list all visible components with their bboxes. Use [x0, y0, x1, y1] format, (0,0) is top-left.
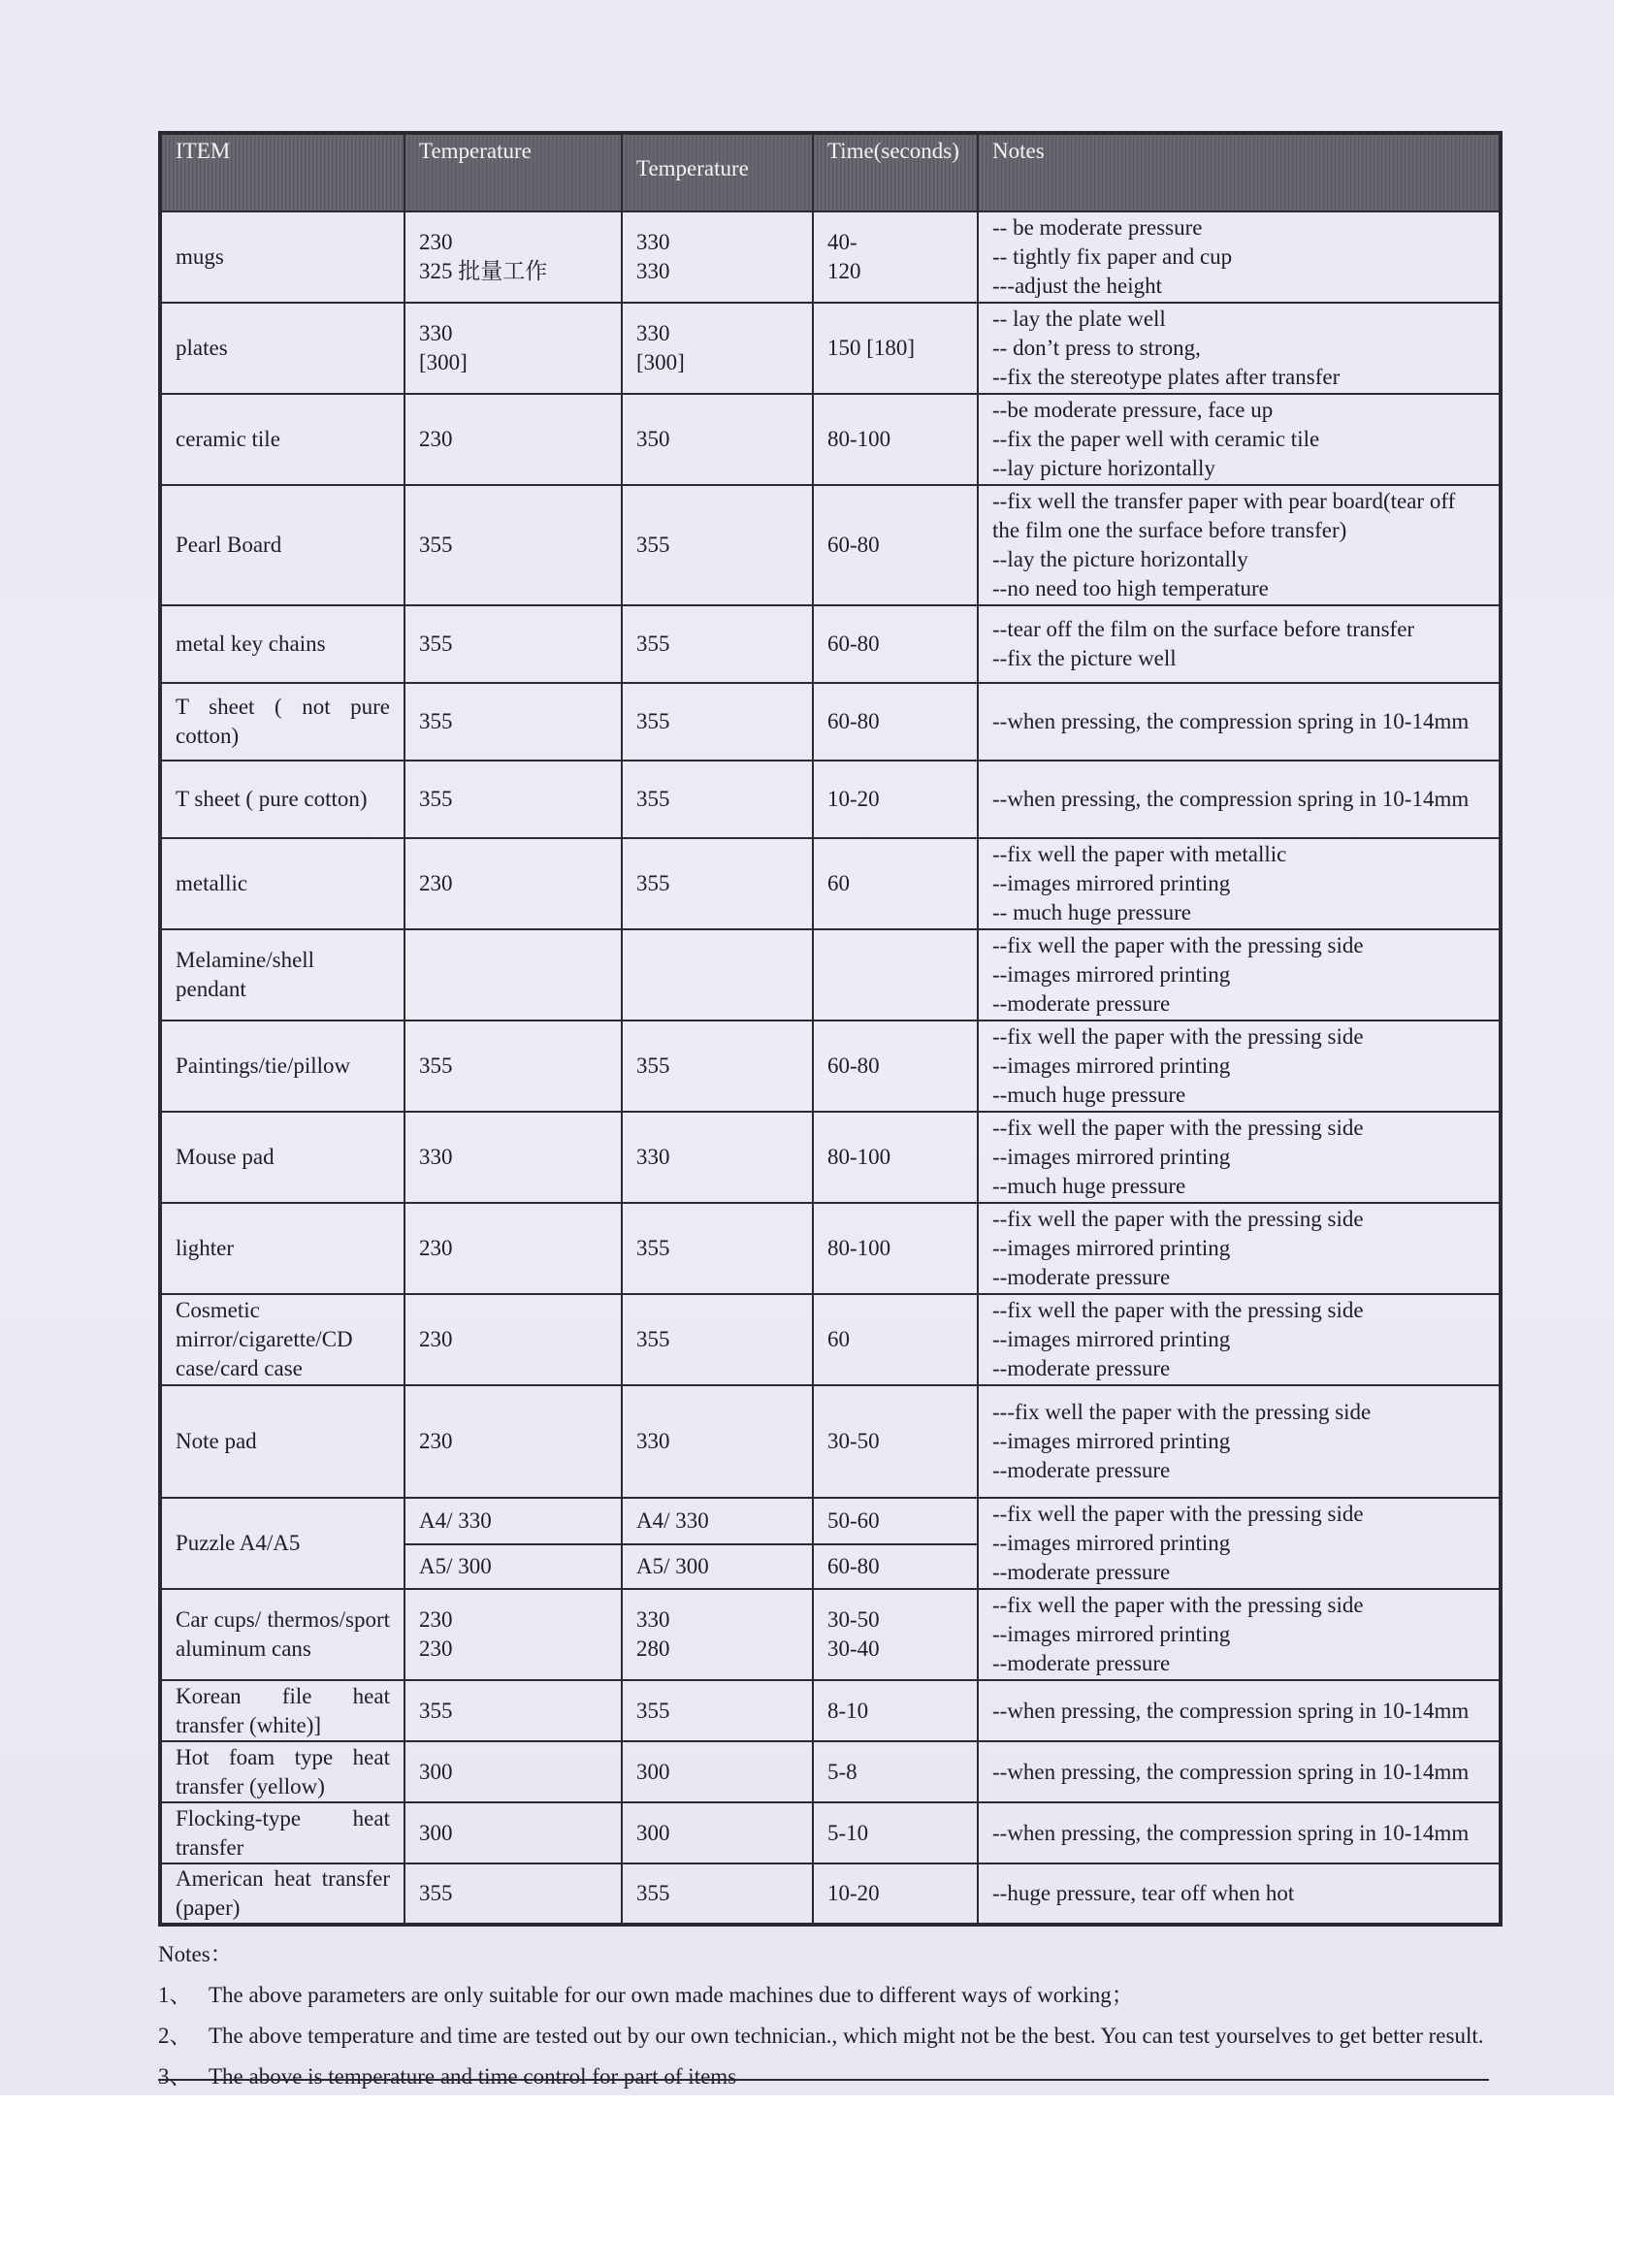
temperature-1-cell-line: 355 — [419, 1881, 453, 1905]
temperature-2-cell-line: 355 — [636, 1053, 670, 1078]
time-cell-line: 80-100 — [827, 1236, 891, 1260]
notes-cell — [978, 929, 1501, 1021]
temperature-1-cell-line: 230 — [419, 230, 453, 254]
notes-cell — [978, 761, 1501, 838]
time-cell-line: 60-80 — [827, 709, 880, 733]
table-row — [160, 1680, 1501, 1741]
time-cell — [813, 1544, 978, 1589]
time-cell — [813, 761, 978, 838]
temperature-2-cell — [622, 1021, 813, 1112]
temperature-2-cell-line: [300] — [636, 350, 685, 374]
notes-cell-line: -- tightly fix paper and cup — [992, 244, 1233, 269]
temperature-1-cell-line: 230 — [419, 1327, 453, 1351]
item-cell: mugs — [160, 211, 404, 303]
footnote-text: The above is temperature and time control for part of items — [209, 2064, 737, 2089]
time-cell-line: 10-20 — [827, 787, 880, 811]
temperature-1-cell-line: 355 — [419, 1053, 453, 1078]
time-cell — [813, 1863, 978, 1925]
notes-cell-line: --fix well the transfer paper with pear board(tear off the film one the surface before transfer) — [992, 489, 1456, 542]
notes-cell-line: --when pressing, the compression spring in 10-14mm — [992, 1820, 1470, 1845]
temperature-1-cell-line: 230 — [419, 871, 453, 895]
notes-cell-line: --images mirrored printing — [992, 1236, 1231, 1260]
notes-cell-line: --moderate pressure — [992, 1560, 1171, 1584]
temperature-2-cell — [622, 838, 813, 929]
temperature-1-cell-line: A4/ 330 — [419, 1508, 492, 1533]
temperature-2-cell-line: 355 — [636, 1327, 670, 1351]
notes-cell-line: --fix well the paper with the pressing side — [992, 1502, 1364, 1526]
notes-cell-line: --moderate pressure — [992, 1651, 1171, 1675]
time-cell-line: 80-100 — [827, 1145, 891, 1169]
table-row — [160, 1589, 1501, 1680]
notes-cell — [978, 1589, 1501, 1680]
time-cell-line: 30-50 — [827, 1607, 880, 1632]
time-cell — [813, 1498, 978, 1544]
table-row — [160, 929, 1501, 1021]
table-row — [160, 303, 1501, 394]
item-cell: Paintings/tie/pillow — [160, 1021, 404, 1112]
temperature-1-cell — [404, 1021, 622, 1112]
header-temperature-2: Temperature — [622, 133, 813, 211]
temperature-1-cell-line: 355 — [419, 632, 453, 656]
time-cell — [813, 485, 978, 605]
item-cell: lighter — [160, 1203, 404, 1294]
notes-cell-line: --huge pressure, tear off when hot — [992, 1881, 1295, 1905]
notes-cell — [978, 485, 1501, 605]
time-cell-line: 40- — [827, 230, 857, 254]
item-cell: Note pad — [160, 1385, 404, 1498]
temperature-2-cell — [622, 929, 813, 1021]
item-cell: metallic — [160, 838, 404, 929]
temperature-2-cell — [622, 1385, 813, 1498]
notes-cell-line: --images mirrored printing — [992, 871, 1231, 895]
notes-cell-line: --fix well the paper with metallic — [992, 842, 1287, 866]
temperature-1-cell-line: 230 — [419, 1236, 453, 1260]
temperature-1-cell-line: 355 — [419, 709, 453, 733]
temperature-2-cell — [622, 485, 813, 605]
temperature-1-cell-line: 300 — [419, 1759, 453, 1784]
notes-cell-line: --moderate pressure — [992, 1265, 1171, 1289]
temperature-2-cell-line: 300 — [636, 1820, 670, 1845]
notes-cell-line: --much huge pressure — [992, 1174, 1186, 1198]
notes-cell-line: --fix well the paper with the pressing side — [992, 1298, 1364, 1322]
notes-cell — [978, 1021, 1501, 1112]
time-cell-line: 60-80 — [827, 1554, 880, 1578]
time-cell-line: 5-10 — [827, 1820, 869, 1845]
table-header-row — [160, 133, 1501, 211]
notes-cell — [978, 303, 1501, 394]
table-row — [160, 1498, 1501, 1544]
notes-cell-line: --fix the stereotype plates after transfer — [992, 365, 1341, 389]
temperature-1-cell — [404, 1385, 622, 1498]
temperature-2-cell — [622, 1112, 813, 1203]
notes-cell — [978, 605, 1501, 683]
temperature-1-cell-line: 300 — [419, 1820, 453, 1845]
temperature-1-cell-line: 325 批量工作 — [419, 259, 548, 283]
footnotes-heading: Notes： — [158, 1942, 233, 1966]
notes-cell-line: --images mirrored printing — [992, 1531, 1231, 1555]
notes-cell-line: -- be moderate pressure — [992, 215, 1203, 240]
temperature-2-cell-line: 355 — [636, 871, 670, 895]
item-cell: Puzzle A4/A5 — [160, 1498, 404, 1589]
notes-cell-line: --fix well the paper with the pressing side — [992, 933, 1364, 957]
footnote-text: The above parameters are only suitable for our own made machines due to different ways of working； — [209, 1983, 1134, 2007]
temperature-2-cell-line: A4/ 330 — [636, 1508, 709, 1533]
footnote-number: 1、 — [158, 1983, 192, 2007]
item-cell: Car cups/ thermos/sport aluminum cans — [160, 1589, 404, 1680]
notes-cell-line: --fix well the paper with the pressing side — [992, 1024, 1364, 1049]
time-cell-line: 5-8 — [827, 1759, 857, 1784]
temperature-2-cell-line: 355 — [636, 533, 670, 557]
temperature-2-cell — [622, 1589, 813, 1680]
notes-cell-line: --fix well the paper with the pressing side — [992, 1593, 1364, 1617]
notes-cell — [978, 683, 1501, 761]
footnote-number: 3、 — [158, 2064, 192, 2089]
table-row — [160, 838, 1501, 929]
time-cell — [813, 1385, 978, 1498]
footnotes — [158, 1934, 1499, 2097]
footnote-item — [158, 1975, 1499, 2016]
notes-cell-line: --images mirrored printing — [992, 962, 1231, 987]
item-cell: Pearl Board — [160, 485, 404, 605]
notes-cell-line: --much huge pressure — [992, 1083, 1186, 1107]
footnote-text: The above temperature and time are tested out by our own technician., which might not be the best. You can test yourselves to get better result. — [209, 2024, 1484, 2048]
notes-cell-line: -- much huge pressure — [992, 900, 1192, 924]
document-sheet — [158, 131, 1499, 2097]
temperature-2-cell-line: 355 — [636, 787, 670, 811]
notes-cell — [978, 1498, 1501, 1589]
temperature-1-cell — [404, 1741, 622, 1802]
notes-cell — [978, 1741, 1501, 1802]
table-row — [160, 683, 1501, 761]
notes-cell-line: --when pressing, the compression spring in 10-14mm — [992, 787, 1470, 811]
time-cell — [813, 683, 978, 761]
temperature-2-cell — [622, 1544, 813, 1589]
bottom-rule — [158, 2079, 1489, 2081]
notes-cell-line: --images mirrored printing — [992, 1053, 1231, 1078]
item-cell: Mouse pad — [160, 1112, 404, 1203]
header-temperature-1: Temperature — [404, 133, 622, 211]
temperature-2-cell — [622, 303, 813, 394]
table-row — [160, 1741, 1501, 1802]
item-cell: ceramic tile — [160, 394, 404, 485]
time-cell — [813, 211, 978, 303]
time-cell-line: 150 [180] — [827, 336, 916, 360]
table-row — [160, 1385, 1501, 1498]
temperature-2-cell-line: 355 — [636, 1698, 670, 1723]
table-row — [160, 211, 1501, 303]
temperature-1-cell-line: 330 — [419, 321, 453, 345]
notes-cell-line: --when pressing, the compression spring in 10-14mm — [992, 1698, 1470, 1723]
temperature-2-cell-line: 355 — [636, 1881, 670, 1905]
temperature-1-cell — [404, 605, 622, 683]
notes-cell — [978, 1680, 1501, 1741]
item-cell: T sheet ( pure cotton) — [160, 761, 404, 838]
table-row — [160, 1021, 1501, 1112]
notes-cell-line: --images mirrored printing — [992, 1327, 1231, 1351]
time-cell — [813, 1112, 978, 1203]
time-cell — [813, 1802, 978, 1863]
notes-cell — [978, 211, 1501, 303]
notes-cell — [978, 1802, 1501, 1863]
notes-cell-line: ---adjust the height — [992, 274, 1163, 298]
temperature-1-cell-line: 230 — [419, 427, 453, 451]
item-cell: Flocking-type heat transfer — [160, 1802, 404, 1863]
temperature-2-cell-line: A5/ 300 — [636, 1554, 709, 1578]
temperature-1-cell — [404, 1680, 622, 1741]
temperature-2-cell-line: 280 — [636, 1636, 670, 1661]
table-row — [160, 394, 1501, 485]
temperature-1-cell-line: A5/ 300 — [419, 1554, 492, 1578]
notes-cell-line: --when pressing, the compression spring in 10-14mm — [992, 1759, 1470, 1784]
notes-cell — [978, 1112, 1501, 1203]
temperature-1-cell-line: 355 — [419, 1698, 453, 1723]
notes-cell-line: --tear off the film on the surface before transfer — [992, 617, 1415, 641]
temperature-2-cell-line: 330 — [636, 230, 670, 254]
notes-cell-line: --when pressing, the compression spring in 10-14mm — [992, 709, 1470, 733]
time-cell — [813, 1021, 978, 1112]
notes-cell-line: --no need too high temperature — [992, 576, 1269, 600]
notes-cell-line: -- don’t press to strong, — [992, 336, 1201, 360]
item-cell: metal key chains — [160, 605, 404, 683]
temperature-2-cell-line: 300 — [636, 1759, 670, 1784]
temperature-1-cell — [404, 1863, 622, 1925]
time-cell-line: 10-20 — [827, 1881, 880, 1905]
temperature-2-cell — [622, 1294, 813, 1385]
temperature-2-cell-line: 355 — [636, 709, 670, 733]
temperature-1-cell — [404, 838, 622, 929]
table-row — [160, 1863, 1501, 1925]
temperature-1-cell — [404, 1802, 622, 1863]
temperature-1-cell-line: 355 — [419, 787, 453, 811]
temperature-2-cell — [622, 394, 813, 485]
time-cell — [813, 1203, 978, 1294]
temperature-1-cell-line: 230 — [419, 1636, 453, 1661]
temperature-2-cell — [622, 211, 813, 303]
table-row — [160, 1203, 1501, 1294]
temperature-2-cell — [622, 1203, 813, 1294]
temperature-1-cell — [404, 303, 622, 394]
time-cell-line: 50-60 — [827, 1508, 880, 1533]
temperature-1-cell — [404, 683, 622, 761]
notes-cell-line: --lay the picture horizontally — [992, 547, 1248, 571]
item-cell: plates — [160, 303, 404, 394]
temperature-1-cell — [404, 761, 622, 838]
temperature-1-cell — [404, 1203, 622, 1294]
time-cell-line: 80-100 — [827, 427, 891, 451]
notes-cell-line: --moderate pressure — [992, 1458, 1171, 1482]
time-cell-line: 60-80 — [827, 1053, 880, 1078]
time-cell-line: 8-10 — [827, 1698, 869, 1723]
footnote-item — [158, 2016, 1499, 2057]
item-cell: Cosmetic mirror/cigarette/CD case/card case — [160, 1294, 404, 1385]
item-cell: Korean file heat transfer (white)] — [160, 1680, 404, 1741]
temperature-1-cell — [404, 211, 622, 303]
notes-cell-line: --be moderate pressure, face up — [992, 398, 1274, 422]
header-time: Time(seconds) — [813, 133, 978, 211]
temperature-1-cell — [404, 1498, 622, 1544]
notes-cell-line: --fix the picture well — [992, 646, 1177, 670]
table-body — [160, 211, 1501, 1925]
temperature-1-cell — [404, 1544, 622, 1589]
notes-cell-line: --moderate pressure — [992, 991, 1171, 1016]
temperature-2-cell — [622, 1863, 813, 1925]
temperature-2-cell — [622, 761, 813, 838]
footnote-item — [158, 2057, 1499, 2097]
temperature-1-cell-line: [300] — [419, 350, 468, 374]
time-cell — [813, 1589, 978, 1680]
time-cell-line: 60-80 — [827, 533, 880, 557]
temperature-1-cell — [404, 1589, 622, 1680]
table-row — [160, 485, 1501, 605]
table-row — [160, 1112, 1501, 1203]
header-notes: Notes — [978, 133, 1501, 211]
item-cell: T sheet ( not pure cotton) — [160, 683, 404, 761]
time-cell — [813, 605, 978, 683]
item-cell: Melamine/shell pendant — [160, 929, 404, 1021]
notes-cell — [978, 1203, 1501, 1294]
time-cell — [813, 929, 978, 1021]
temperature-2-cell-line: 355 — [636, 632, 670, 656]
time-cell — [813, 838, 978, 929]
table-row — [160, 605, 1501, 683]
temperature-2-cell — [622, 1680, 813, 1741]
temperature-2-cell-line: 330 — [636, 1145, 670, 1169]
notes-cell — [978, 838, 1501, 929]
notes-cell — [978, 1863, 1501, 1925]
notes-cell-line: ---fix well the paper with the pressing side — [992, 1400, 1372, 1424]
temperature-2-cell-line: 350 — [636, 427, 670, 451]
time-cell-line: 120 — [827, 259, 861, 283]
time-cell-line: 60-80 — [827, 632, 880, 656]
temperature-2-cell-line: 330 — [636, 321, 670, 345]
temperature-2-cell-line: 330 — [636, 259, 670, 283]
temperature-1-cell — [404, 1294, 622, 1385]
item-cell: American heat transfer (paper) — [160, 1863, 404, 1925]
time-cell-line: 30-50 — [827, 1429, 880, 1453]
temperature-2-cell-line: 355 — [636, 1236, 670, 1260]
temperature-2-cell — [622, 683, 813, 761]
time-cell — [813, 1741, 978, 1802]
notes-cell-line: --images mirrored printing — [992, 1622, 1231, 1646]
item-cell: Hot foam type heat transfer (yellow) — [160, 1741, 404, 1802]
time-cell-line: 60 — [827, 1327, 850, 1351]
time-cell-line: 30-40 — [827, 1636, 880, 1661]
temperature-1-cell-line: 230 — [419, 1429, 453, 1453]
table-row — [160, 761, 1501, 838]
header-item: ITEM — [160, 133, 404, 211]
notes-cell-line: --moderate pressure — [992, 1356, 1171, 1380]
time-cell — [813, 1680, 978, 1741]
temperature-2-cell-line: 330 — [636, 1429, 670, 1453]
temperature-2-cell — [622, 1741, 813, 1802]
notes-cell — [978, 1385, 1501, 1498]
temperature-1-cell-line: 355 — [419, 533, 453, 557]
time-cell — [813, 303, 978, 394]
temperature-1-cell-line: 330 — [419, 1145, 453, 1169]
notes-cell-line: --fix the paper well with ceramic tile — [992, 427, 1320, 451]
temperature-1-cell — [404, 394, 622, 485]
temperature-2-cell-line: 330 — [636, 1607, 670, 1632]
notes-cell-line: --images mirrored printing — [992, 1145, 1231, 1169]
notes-cell-line: --images mirrored printing — [992, 1429, 1231, 1453]
table-row — [160, 1802, 1501, 1863]
temperature-2-cell — [622, 1802, 813, 1863]
time-cell — [813, 394, 978, 485]
temperature-2-cell — [622, 605, 813, 683]
time-cell-line: 60 — [827, 871, 850, 895]
notes-cell-line: -- lay the plate well — [992, 307, 1166, 331]
temperature-1-cell — [404, 1112, 622, 1203]
notes-cell-line: --fix well the paper with the pressing side — [992, 1207, 1364, 1231]
table-row — [160, 1294, 1501, 1385]
notes-cell — [978, 394, 1501, 485]
heat-press-parameter-table — [158, 131, 1503, 1927]
temperature-1-cell-line: 230 — [419, 1607, 453, 1632]
temperature-1-cell — [404, 929, 622, 1021]
notes-cell-line: --lay picture horizontally — [992, 456, 1215, 480]
time-cell — [813, 1294, 978, 1385]
temperature-2-cell — [622, 1498, 813, 1544]
notes-cell — [978, 1294, 1501, 1385]
footnote-number: 2、 — [158, 2024, 192, 2048]
notes-cell-line: --fix well the paper with the pressing side — [992, 1116, 1364, 1140]
temperature-1-cell — [404, 485, 622, 605]
